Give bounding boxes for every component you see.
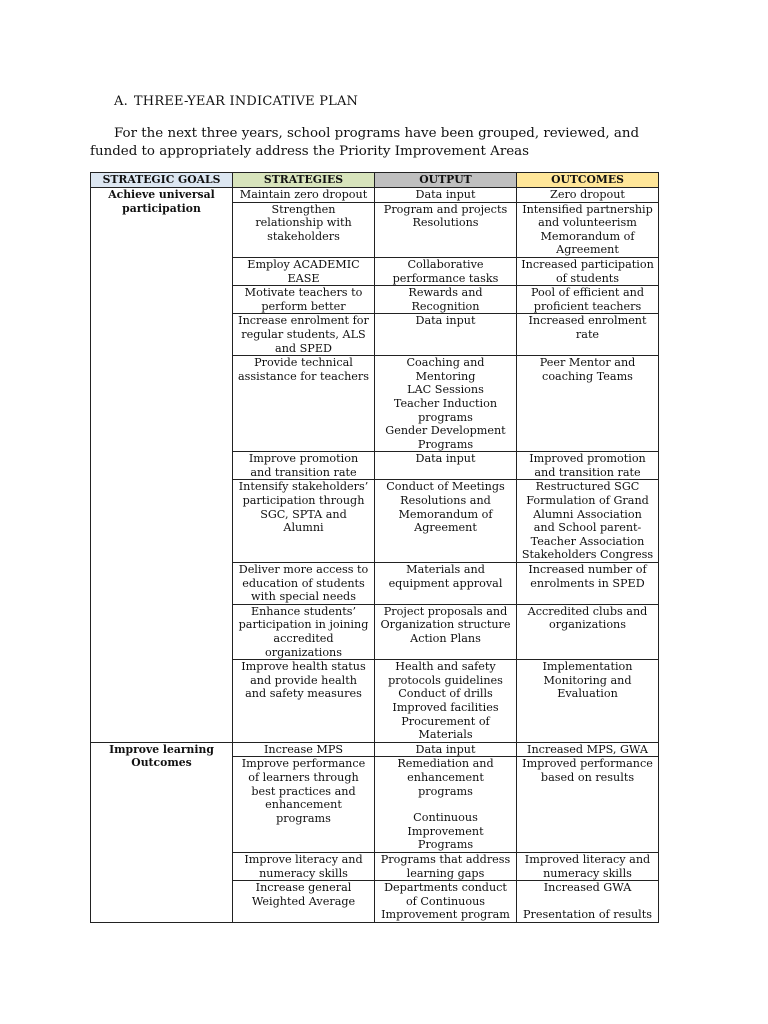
output-cell	[375, 742, 517, 757]
section-title: THREE-YEAR INDICATIVE PLAN	[133, 94, 359, 109]
strategy-line: Deliver more access to	[238, 563, 369, 577]
outcome-line: Increased enrolment	[528, 314, 647, 328]
strategy-line: Enhance students’	[250, 604, 357, 618]
output-line: Project proposals and	[383, 604, 508, 618]
output-cell	[375, 604, 517, 659]
strategy-line: Motivate teachers to	[244, 286, 363, 300]
outcome-line: Memorandum of	[540, 229, 635, 243]
strategy-cell	[233, 480, 375, 563]
strategy-cell	[233, 852, 375, 880]
output-line: protocols guidelines	[388, 673, 503, 687]
header-strategies: STRATEGIES	[233, 173, 375, 188]
header-strategic-goals: STRATEGIC GOALS	[91, 173, 233, 188]
output-cell	[375, 480, 517, 563]
strategy-line: Weighted Average	[251, 894, 356, 908]
outcome-cell	[517, 742, 659, 757]
outcome-cell	[517, 852, 659, 880]
output-cell	[375, 563, 517, 605]
outcome-line: Peer Mentor and	[539, 356, 636, 370]
outcome-line: Monitoring and	[543, 673, 632, 687]
output-line: performance tasks	[392, 271, 499, 285]
output-line: Procurement of	[401, 714, 490, 728]
strategy-cell	[233, 660, 375, 743]
output-line: equipment approval	[388, 576, 503, 590]
outcome-cell	[517, 452, 659, 480]
output-line: Conduct of drills	[398, 687, 493, 701]
strategy-line: Increase enrolment for	[238, 314, 369, 328]
strategy-line: Provide technical	[254, 356, 353, 370]
section-heading	[114, 94, 358, 109]
strategy-line: education of students	[242, 576, 365, 590]
outcome-line: Pool of efficient and	[530, 286, 645, 300]
strategy-cell	[233, 356, 375, 452]
output-line: Health and safety	[395, 660, 496, 674]
outcome-line: Increased participation	[521, 257, 654, 271]
header-outcomes: OUTCOMES	[517, 173, 659, 188]
output-line: Data input	[415, 452, 476, 466]
strategy-cell	[233, 452, 375, 480]
strategy-cell	[233, 604, 375, 659]
strategy-line: Maintain zero dropout	[239, 188, 368, 201]
outcome-cell	[517, 202, 659, 257]
outcome-line: enrolments in SPED	[530, 576, 645, 590]
outcome-line: proficient teachers	[533, 299, 642, 313]
outcome-line: Stakeholders Congress	[521, 548, 654, 562]
outcome-cell	[517, 356, 659, 452]
strategy-line: participation in joining	[238, 618, 369, 632]
strategy-line: enhancement	[265, 798, 342, 812]
strategy-line: stakeholders	[267, 229, 340, 243]
output-line: Memorandum of	[398, 507, 493, 521]
outcome-line: Formulation of Grand	[526, 494, 649, 508]
strategy-line: of learners through	[248, 770, 359, 784]
strategy-line: and safety measures	[245, 687, 362, 701]
strategy-line: Improve health status	[241, 660, 366, 674]
outcome-line: Agreement	[556, 243, 619, 257]
output-line: Improvement program	[381, 908, 510, 922]
output-line: Rewards and	[408, 286, 483, 300]
output-line: Materials	[418, 728, 473, 742]
table-header-row	[91, 173, 659, 188]
strategy-line: relationship with	[255, 216, 352, 230]
output-line: Program and projects	[383, 202, 508, 216]
strategy-line: Strengthen	[271, 202, 336, 216]
output-line: Programs that address	[380, 852, 511, 866]
strategy-cell	[233, 881, 375, 923]
strategy-cell	[233, 188, 375, 203]
output-line: Mentoring	[415, 369, 476, 383]
output-line: Data input	[415, 314, 476, 328]
strategy-line: Improve performance	[241, 757, 366, 771]
strategy-line: numeracy skills	[259, 866, 348, 880]
output-line: Materials and	[406, 563, 485, 577]
outcome-line: Accredited clubs and	[527, 604, 648, 618]
outcome-line	[520, 895, 655, 908]
output-cell	[375, 660, 517, 743]
output-line: Collaborative	[407, 257, 484, 271]
outcome-cell	[517, 757, 659, 853]
strategy-line: Increase general	[255, 881, 352, 895]
outcome-line: coaching Teams	[542, 369, 633, 383]
output-line: Teacher Induction	[393, 396, 498, 410]
strategy-line: Improve promotion	[248, 452, 359, 466]
strategy-cell	[233, 314, 375, 356]
output-cell	[375, 452, 517, 480]
strategy-line: regular students, ALS	[241, 327, 366, 341]
strategy-line: organizations	[264, 645, 343, 659]
output-line: Action Plans	[410, 632, 481, 645]
output-line: learning gaps	[406, 866, 485, 880]
outcome-line: and transition rate	[534, 465, 641, 479]
outcome-line: Improved literacy and	[524, 852, 651, 866]
output-line: Departments conduct	[384, 881, 507, 895]
outcome-line: Presentation of results	[523, 907, 652, 921]
output-line: Conduct of Meetings	[386, 480, 505, 494]
strategy-line: Intensify stakeholders’	[238, 480, 369, 494]
outcome-line: organizations	[548, 618, 627, 632]
outcome-cell	[517, 188, 659, 203]
outcome-cell	[517, 286, 659, 314]
outcome-line: Intensified partnership	[522, 202, 653, 216]
output-line: Improvement	[407, 824, 484, 838]
output-line: Data input	[415, 188, 476, 201]
strategy-cell	[233, 286, 375, 314]
strategy-cell	[233, 202, 375, 257]
output-line: Gender Development	[385, 424, 506, 438]
output-cell	[375, 286, 517, 314]
strategy-line: EASE	[287, 271, 320, 285]
output-line: Programs	[417, 437, 474, 451]
strategic-goal-cell: Improve learning Outcomes	[91, 742, 233, 922]
outcome-line: Teacher Association	[530, 534, 645, 548]
strategy-line: SGC, SPTA and	[260, 507, 347, 521]
output-line: Improved facilities	[392, 700, 499, 714]
strategy-cell	[233, 757, 375, 853]
outcome-line: and School parent-	[533, 521, 642, 535]
intro-line-2: funded to appropriately address the Priority Improvement Areas	[90, 144, 529, 159]
strategy-line: Employ ACADEMIC	[247, 257, 360, 271]
output-cell	[375, 757, 517, 853]
outcome-cell	[517, 314, 659, 356]
outcome-line: Zero dropout	[550, 188, 625, 201]
output-line: enhancement	[407, 770, 484, 784]
strategy-line: accredited	[273, 632, 334, 645]
output-line: programs	[418, 410, 473, 424]
output-line: LAC Sessions	[407, 383, 484, 397]
outcome-cell	[517, 604, 659, 659]
strategy-line: perform better	[261, 299, 346, 313]
section-number: A.	[114, 94, 128, 109]
outcome-line: Increased GWA	[543, 881, 632, 895]
strategic-goal-cell: Achieve universal participation	[91, 188, 233, 743]
output-cell	[375, 314, 517, 356]
outcome-cell	[517, 257, 659, 285]
outcome-line: and volunteerism	[538, 216, 637, 230]
strategy-cell	[233, 257, 375, 285]
output-line: Organization structure	[380, 618, 511, 632]
output-line: Recognition	[411, 299, 480, 313]
outcome-cell	[517, 563, 659, 605]
strategy-line: assistance for teachers	[237, 369, 370, 383]
output-cell	[375, 188, 517, 203]
strategy-cell	[233, 742, 375, 757]
outcome-line: Improved performance	[522, 757, 653, 771]
header-output: OUTPUT	[375, 173, 517, 188]
output-line: programs	[418, 784, 473, 798]
output-line	[378, 798, 513, 811]
strategy-line: best practices and	[251, 784, 356, 798]
outcome-cell	[517, 660, 659, 743]
outcome-line: Increased number of	[528, 563, 647, 577]
output-cell	[375, 881, 517, 923]
output-line: Data input	[415, 742, 476, 756]
outcome-line: rate	[575, 327, 600, 341]
outcome-line: Improved promotion	[529, 452, 646, 466]
output-line: Continuous	[413, 811, 478, 825]
outcome-cell	[517, 881, 659, 923]
output-cell	[375, 202, 517, 257]
intro-line-1: For the next three years, school programs have been grouped, reviewed, and	[114, 126, 640, 141]
output-cell	[375, 852, 517, 880]
intro-paragraph	[90, 125, 665, 161]
output-line: Resolutions	[412, 216, 479, 230]
strategy-line: Improve literacy and	[244, 852, 363, 866]
outcome-line: based on results	[540, 770, 635, 784]
strategy-cell	[233, 563, 375, 605]
strategy-line: and transition rate	[250, 465, 357, 479]
output-line: Agreement	[414, 521, 477, 535]
output-line: Remediation and	[397, 757, 494, 771]
outcome-line: Increased MPS, GWA	[527, 742, 648, 756]
outcome-line: Restructured SGC	[535, 480, 640, 494]
output-line: of Continuous	[405, 894, 486, 908]
table-row	[91, 188, 659, 203]
strategy-line: participation through	[242, 494, 365, 508]
strategy-line: Increase MPS	[263, 742, 344, 756]
indicative-plan-table	[90, 172, 659, 923]
table-row	[91, 742, 659, 757]
output-cell	[375, 356, 517, 452]
output-cell	[375, 257, 517, 285]
outcome-line: Evaluation	[557, 687, 618, 701]
output-line: Programs	[417, 838, 474, 852]
strategy-line: and SPED	[275, 341, 332, 355]
strategy-line: programs	[276, 811, 331, 825]
outcome-line: numeracy skills	[543, 866, 632, 880]
outcome-line: Implementation	[542, 660, 633, 674]
output-line: Resolutions and	[400, 494, 491, 508]
strategy-line: with special needs	[251, 590, 356, 604]
outcome-line: of students	[555, 271, 620, 285]
output-line: Coaching and	[406, 356, 485, 370]
outcome-line: Alumni Association	[533, 507, 642, 521]
strategy-line: Alumni	[283, 521, 324, 535]
outcome-cell	[517, 480, 659, 563]
strategy-line: and provide health	[250, 673, 357, 687]
